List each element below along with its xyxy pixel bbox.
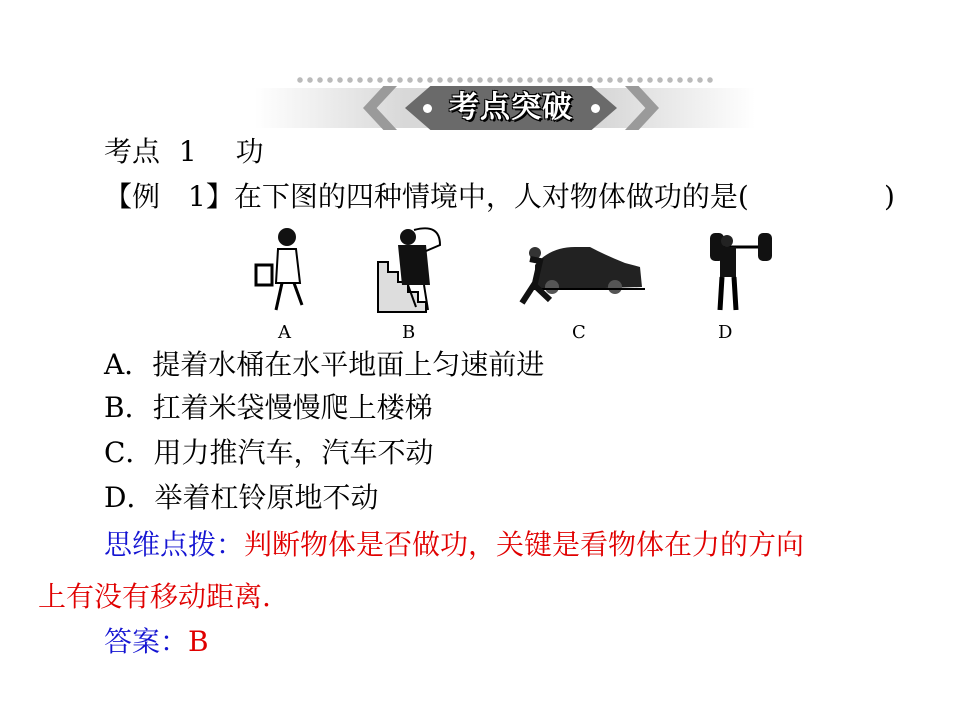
option-text: 用力推汽车，汽车不动 — [153, 436, 434, 469]
question-text: 在下图的四种情境中，人对物体做功的是( — [233, 180, 749, 213]
option-letter: A． — [104, 348, 153, 381]
answer-label: 答案： — [104, 625, 189, 658]
hint-label: 思维点拨： — [104, 528, 245, 561]
banner-dots — [295, 76, 715, 84]
answer-blank-close: ) — [884, 180, 895, 213]
option-text: 扛着米袋慢慢爬上楼梯 — [152, 391, 433, 424]
hint-line-2: 上有没有移动距离. — [38, 580, 271, 613]
figure-c-image — [522, 247, 645, 303]
example-label: 【例 1】 — [104, 180, 234, 213]
figure-a-label: A — [278, 322, 291, 343]
hint-text: 判断物体是否做功，关键是看物体在力的方向 — [244, 528, 805, 561]
figure-c-label: C — [572, 322, 586, 343]
option-letter: B． — [104, 391, 153, 424]
option-text: 提着水桶在水平地面上匀速前进 — [152, 348, 545, 381]
answer-value: B — [188, 625, 209, 658]
section-banner — [255, 74, 755, 134]
topic-label: 考点 — [104, 135, 161, 168]
option-b — [104, 390, 433, 426]
option-a — [104, 347, 544, 383]
topic-number: 1 — [178, 135, 197, 168]
example-question — [104, 179, 904, 215]
figure-d-image — [710, 233, 772, 310]
option-c — [104, 435, 433, 471]
hint-line-1 — [104, 527, 804, 563]
topic-heading — [104, 134, 264, 170]
banner-title: 考点突破 — [449, 90, 573, 125]
figure-a-image — [256, 228, 302, 310]
topic-name: 功 — [235, 135, 264, 168]
option-letter: C． — [104, 436, 154, 469]
answer-line — [104, 624, 209, 660]
figure-d-label: D — [718, 322, 733, 343]
option-text: 举着杠铃原地不动 — [154, 481, 379, 514]
figure-b-image — [378, 228, 440, 312]
figure-b-label: B — [402, 322, 416, 343]
figure-strip — [240, 225, 780, 320]
option-letter: D． — [104, 481, 155, 514]
option-d — [104, 480, 378, 516]
